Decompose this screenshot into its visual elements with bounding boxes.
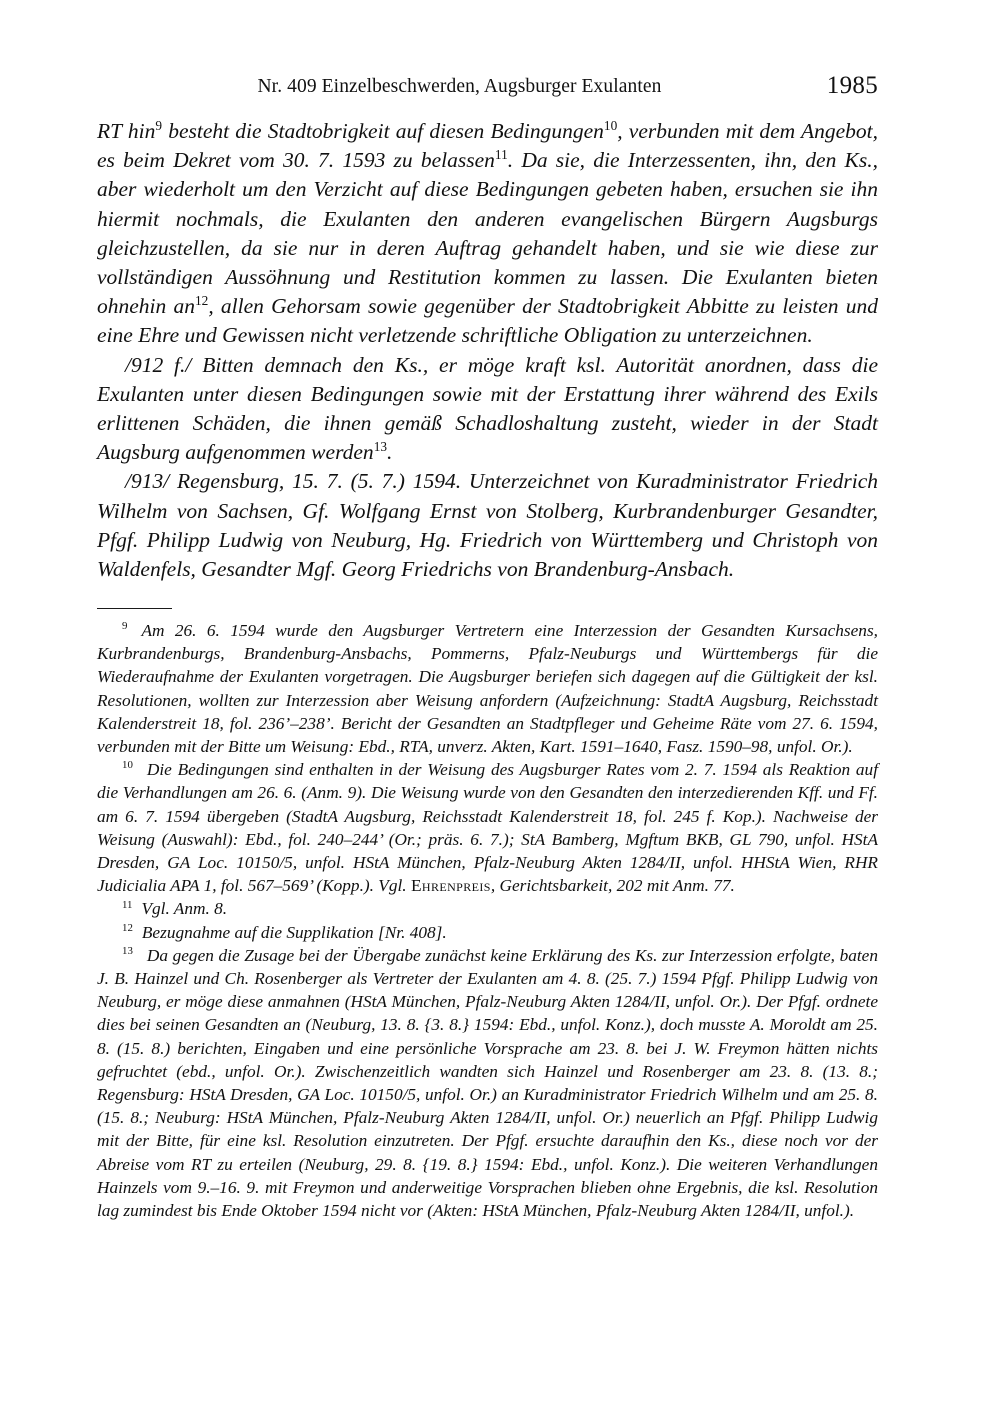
body-text [97,117,878,584]
footnote-separator-rule [97,608,172,609]
running-head [97,72,878,106]
footnote: $^{13}$ Da gegen die Zusage bei der Übergabe zunächst keine Erklärung des Ks. zur Interzession erfolgte, baten J. B. Hainzel und Ch. Rosenberger als Vertreter der Exulanten am 4. 8. (25. 7.) 1594 Pfgf. Philipp Ludwig von Neuburg, er möge diese anmahnen (HStA München, Pfalz-Neuburg Akten 1284/II, unfol. Or.). Der Pfgf. ordnete dies bei seinen Gesandten an (Neuburg, 13. 8. {3. 8.} 1594: Ebd., unfol. Konz.), doch musste A. Moroldt am 25. 8. (15. 8.) berichten, Eingaben und eine persönliche Vorsprache am 23. 8. bei J. W. Freymon hätten nichts gefruchtet (ebd., unfol. Or.). Zwischenzeitlich wandten sich Hainzel und Rosenberger am 23. 8. (13. 8.; Regensburg: HStA Dresden, GA Loc. 10150/5, unfol. Or.) an Kuradministrator Friedrich Wilhelm und am 25. 8. (15. 8.; Neuburg: HStA München, Pfalz-Neuburg Akten 1284/II, unfol. Or.) neuerlich an Pfgf. Philipp Ludwig mit der Bitte, für eine ksl. Resolution einzutreten. Der Pfgf. ersuchte daraufhin den Ks., diese noch vor der Abreise vom RT zu erteilen (Neuburg, 29. 8. {19. 8.} 1594: Ebd., unfol. Konz.). Die weiteren Verhandlungen Hainzels vom 9.–16. 9. mit Freymon und anderweitige Vorsprachen blieben ohne Ergebnis, die ksl. Resolution lag zumindest bis Ende Oktober 1594 nicht vor (Akten: HStA München, Pfalz-Neuburg Akten 1284/II, unfol.). [97,945,878,1221]
footnote-marker: 10 [603,117,618,133]
footnote: $^9$ Am 26. 6. 1594 wurde den Augsburger Vertretern eine Interzession der Gesandten Kursachsens, Kurbrandenburgs, Brandenburg-Ansbachs, Pommerns, Pfalz-Neuburgs und Württembergs für die Wiederaufnahme der Exulanten vorgetragen. Die Augsburger beriefen sich dagegen auf die Gültigkeit der ksl. Resolutionen, wollten zur Interzession aber Weisung anfordern (Aufzeichnung: StadtA Augsburg, Reichsstadt Kalenderstreit 18, fol. 236’–238’. Bericht der Gesandten an Stadtpfleger und Geheime Räte vom 27. 6. 1594, verbunden mit der Bitte um Weisung: Ebd., RTA, unverz. Akten, Kart. 1591–1640, Fasz. 1590–98, unfol. Or.). [97,620,878,757]
footnotes-section [97,619,878,1222]
footnote-number: 12 [122,921,133,934]
page-number: 1985 [826,72,878,99]
footnote-number: 11 [122,898,133,911]
footnote-number: 13 [122,945,133,958]
footnote-marker: 9 [155,117,163,133]
footnote: $^{11}$ Vgl. Anm. 8. [122,898,228,919]
footnote: $^{10}$ Die Bedingungen sind enthalten in der Weisung des Augsburger Rates vom 2. 7. 1594 als Reaktion auf die Verhandlungen am 26. 6. (Anm. 9). Die Weisung wurde von den Gesandten den interzedierenden Kff. und Ff. am 6. 7. 1594 übergeben (StadtA Augsburg, Reichsstadt Kalenderstreit 18, fol. 245 f. Kop.). Nachweise der Weisung (Auswahl): Ebd., fol. 240–244’ (Or.; präs. 6. 7.); StA Bamberg, Mgftum BKB, GL 790, unfol. HStA Dresden, GA Loc. 10150/5, unfol. HStA München, Pfalz-Neuburg Akten 1284/II, unfol. HHStA Wien, RHR Judicialia APA 1, fol. 567–569’ (Kopp.). Vgl. Ehrenpreis, Gerichtsbarkeit, 202 mit Anm. 77. [97,759,878,896]
author-name: Ehrenpreis [410,876,491,896]
footnote-number: 9 [122,620,128,633]
running-head-title: Nr. 409 Einzelbeschwerden, Augsburger Exulanten [257,76,662,97]
footnote-number: 10 [122,759,133,772]
body-paragraph: RT hin$^9$ besteht die Stadtobrigkeit auf diesen Bedingungen$^{10}$, verbunden mit dem Angebot, es beim Dekret vom 30. 7. 1593 zu belassen$^{11}$. Da sie, die Interzessenten, ihn, den Ks., aber wiederholt um den Verzicht auf diese Bedingungen gebeten haben, ersuchen sie ihn hiermit nochmals, die Exulanten den anderen evangelischen Bürgern Augsburgs gleichzustellen, da sie nur in deren Auftrag gehandelt haben, und sie wie diese zur vollständigen Aussöhnung und Restitution kommen zu lassen. Die Exulanten bieten ohnehin $an^{12}$, allen Gehorsam sowie gegenüber der Stadtobrigkeit Abbitte zu leisten und eine Ehre und Gewissen nicht verletzende schriftliche Obligation zu unterzeichnen. [97,117,878,348]
footnote-marker: 13 [373,439,388,455]
footnote-marker: 12 [195,293,209,309]
body-paragraph: /912 f./ Bitten demnach den Ks., er möge kraft ksl. Autorität anordnen, dass die Exulanten unter diesen Bedingungen sowie mit der Erstattung ihrer während des Exils erlittenen Schäden, die ihnen gemäß Schadloshaltung zusteht, wieder in der Stadt Augsburg aufgenommen werden$^{13}$. [97,352,878,465]
footnote: $^{12}$ Bezugnahme auf die Supplikation [Nr. 408]. [122,921,447,942]
footnote-marker: 11 [494,147,508,163]
body-paragraph: /913/ Regensburg, 15. 7. (5. 7.) 1594. Unterzeichnet von Kuradministrator Friedrich Wilhelm von Sachsen, Gf. Wolfgang Ernst von Stolberg, Kurbrandenburger Gesandter, Pfgf. Philipp Ludwig von Neuburg, Hg. Friedrich von Württemberg und Christoph von Waldenfels, Gesandter Mgf. Georg Friedrichs von Brandenburg-Ansbach. [97,469,878,582]
